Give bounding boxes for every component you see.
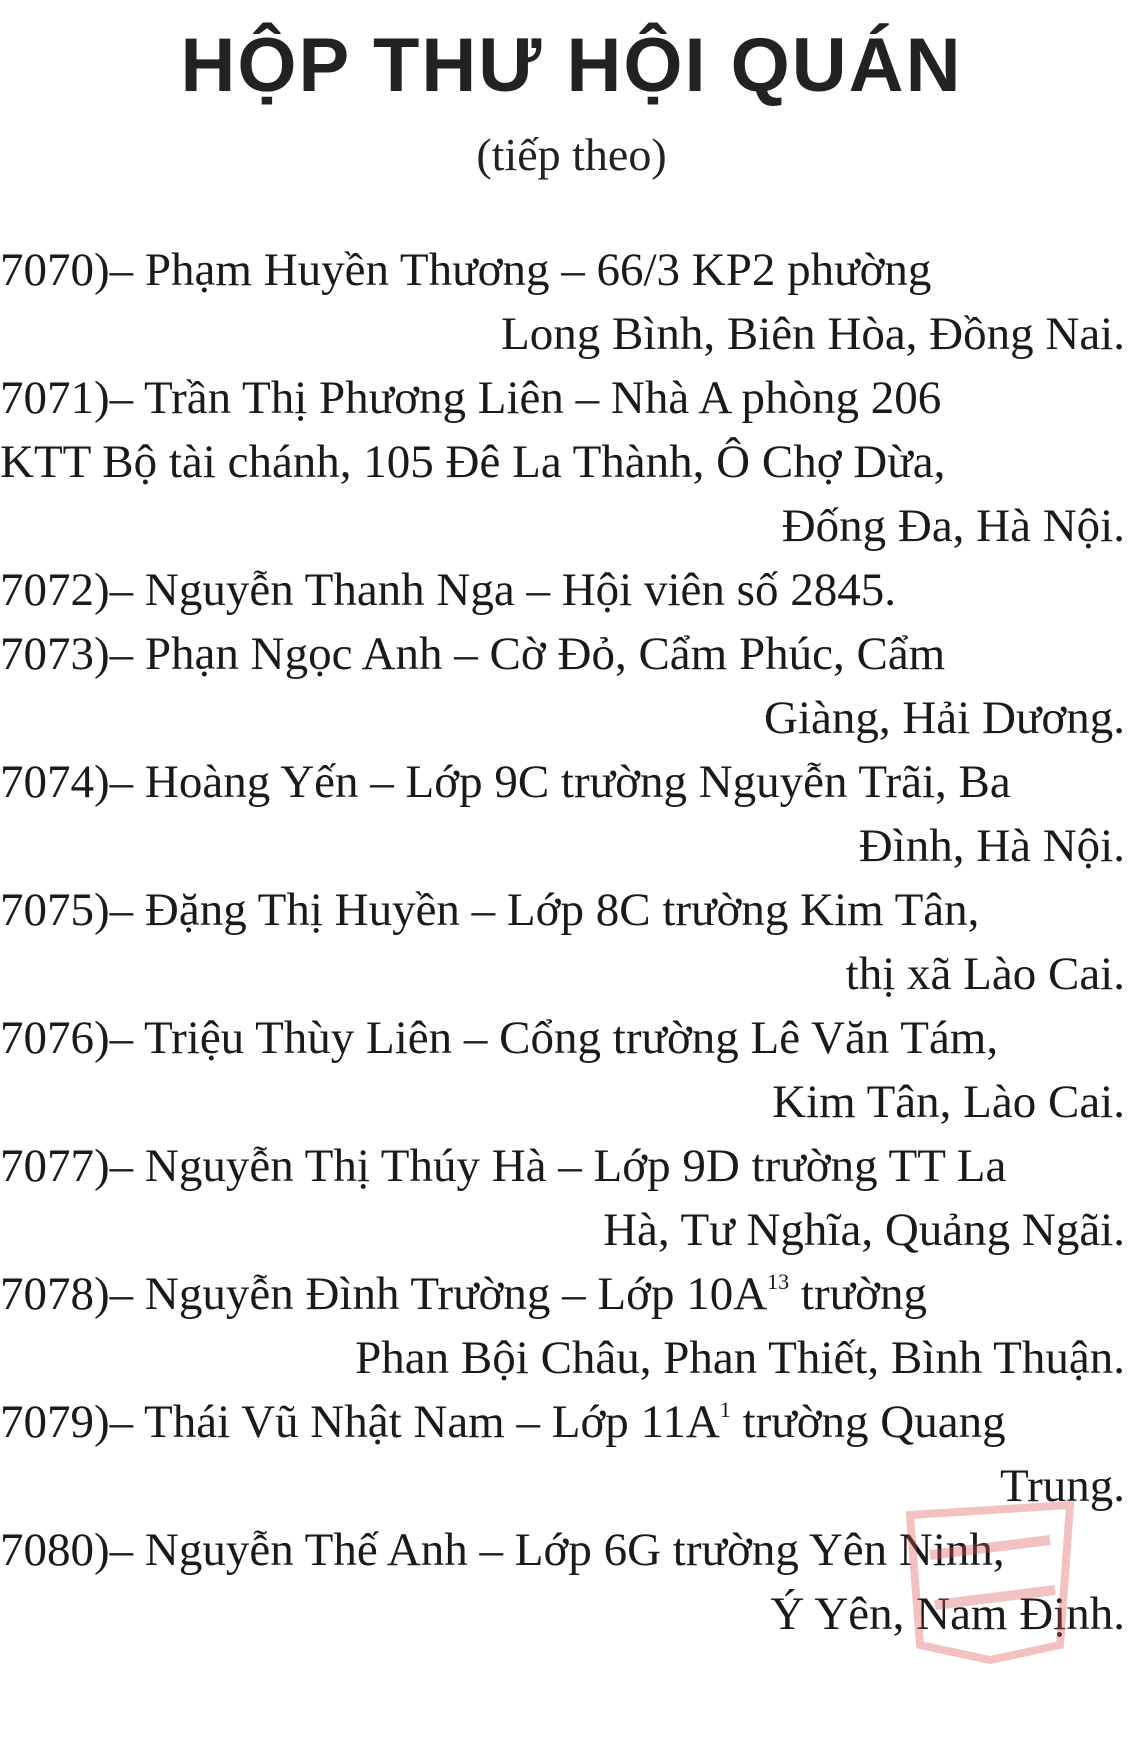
entry-line-text: Đình, Hà Nội. — [858, 820, 1125, 872]
mailbox-entry — [0, 750, 1125, 878]
entry-line-text: 7077)– Nguyễn Thị Thúy Hà – Lớp 9D trường TT La — [0, 1140, 1007, 1192]
entry-line — [0, 622, 1125, 686]
entry-line — [0, 750, 1125, 814]
mailbox-entry-list — [0, 238, 1125, 1646]
mailbox-entry — [0, 558, 1125, 622]
entry-line — [0, 878, 1125, 942]
entry-line — [0, 366, 1125, 430]
entry-line — [0, 814, 1125, 878]
entry-line-text: 7070)– Phạm Huyền Thương – 66/3 KP2 phường — [0, 244, 932, 296]
entry-line-text: 7073)– Phạn Ngọc Anh – Cờ Đỏ, Cẩm Phúc, Cẩm — [0, 628, 946, 680]
watermark-logo — [890, 1495, 1090, 1665]
entry-line — [0, 558, 1125, 622]
entry-line-text: KTT Bộ tài chánh, 105 Đê La Thành, Ô Chợ Dừa, — [0, 436, 946, 488]
entry-line-text: 7076)– Triệu Thùy Liên – Cổng trường Lê Văn Tám, — [0, 1012, 999, 1064]
entry-line-text: 7074)– Hoàng Yến – Lớp 9C trường Nguyễn Trãi, Ba — [0, 756, 1011, 808]
entry-line-text: 7072)– Nguyễn Thanh Nga – Hội viên số 2845. — [0, 564, 896, 616]
page-subtitle: (tiếp theo) — [476, 129, 667, 180]
entry-line-text: Long Bình, Biên Hòa, Đồng Nai. — [501, 308, 1125, 360]
entry-line — [0, 1134, 1125, 1198]
entry-line — [0, 302, 1125, 366]
entry-line — [0, 1390, 1125, 1454]
entry-line — [0, 686, 1125, 750]
entry-line — [0, 1326, 1125, 1390]
entry-line-text-continued: trường — [789, 1268, 927, 1320]
entry-line — [0, 494, 1125, 558]
entry-line-text: Trung. — [1000, 1460, 1125, 1512]
page-title: HỘP THƯ HỘI QUÁN — [180, 23, 963, 108]
entry-line-text: Hà, Tư Nghĩa, Quảng Ngãi. — [603, 1204, 1125, 1256]
entry-line-text: 7071)– Trần Thị Phương Liên – Nhà A phòng 206 — [0, 372, 942, 424]
entry-line — [0, 430, 1125, 494]
entry-line-text: Giàng, Hải Dương. — [764, 692, 1125, 744]
entry-line — [0, 1006, 1125, 1070]
class-number-superscript: 13 — [767, 1269, 790, 1294]
entry-line — [0, 1262, 1125, 1326]
entry-line-text: 7079)– Thái Vũ Nhật Nam – Lớp 11A — [0, 1396, 720, 1448]
entry-line-text: Kim Tân, Lào Cai. — [772, 1076, 1125, 1128]
entry-line-text: Đống Đa, Hà Nội. — [781, 500, 1125, 552]
mailbox-entry — [0, 366, 1125, 558]
entry-line-text: thị xã Lào Cai. — [845, 948, 1125, 1000]
entry-line-text: Phan Bội Châu, Phan Thiết, Bình Thuận. — [355, 1332, 1125, 1384]
entry-line-text: 7078)– Nguyễn Đình Trường – Lớp 10A — [0, 1268, 768, 1320]
entry-line — [0, 1070, 1125, 1134]
class-number-superscript: 1 — [719, 1397, 731, 1422]
entry-line-text: Ý Yên, Nam Định. — [770, 1588, 1125, 1640]
entry-line-text: 7075)– Đặng Thị Huyền – Lớp 8C trường Kim Tân, — [0, 884, 980, 936]
entry-line-text-continued: trường Quang — [730, 1396, 1006, 1448]
entry-line — [0, 238, 1125, 302]
mailbox-entry — [0, 1262, 1125, 1390]
entry-line-text: 7080)– Nguyễn Thế Anh – Lớp 6G trường Yên Ninh, — [0, 1524, 1005, 1576]
mailbox-entry — [0, 622, 1125, 750]
entry-line — [0, 1198, 1125, 1262]
entry-line — [0, 942, 1125, 1006]
mailbox-entry — [0, 1134, 1125, 1262]
mailbox-entry — [0, 878, 1125, 1006]
mailbox-entry — [0, 1006, 1125, 1134]
mailbox-entry — [0, 238, 1125, 366]
